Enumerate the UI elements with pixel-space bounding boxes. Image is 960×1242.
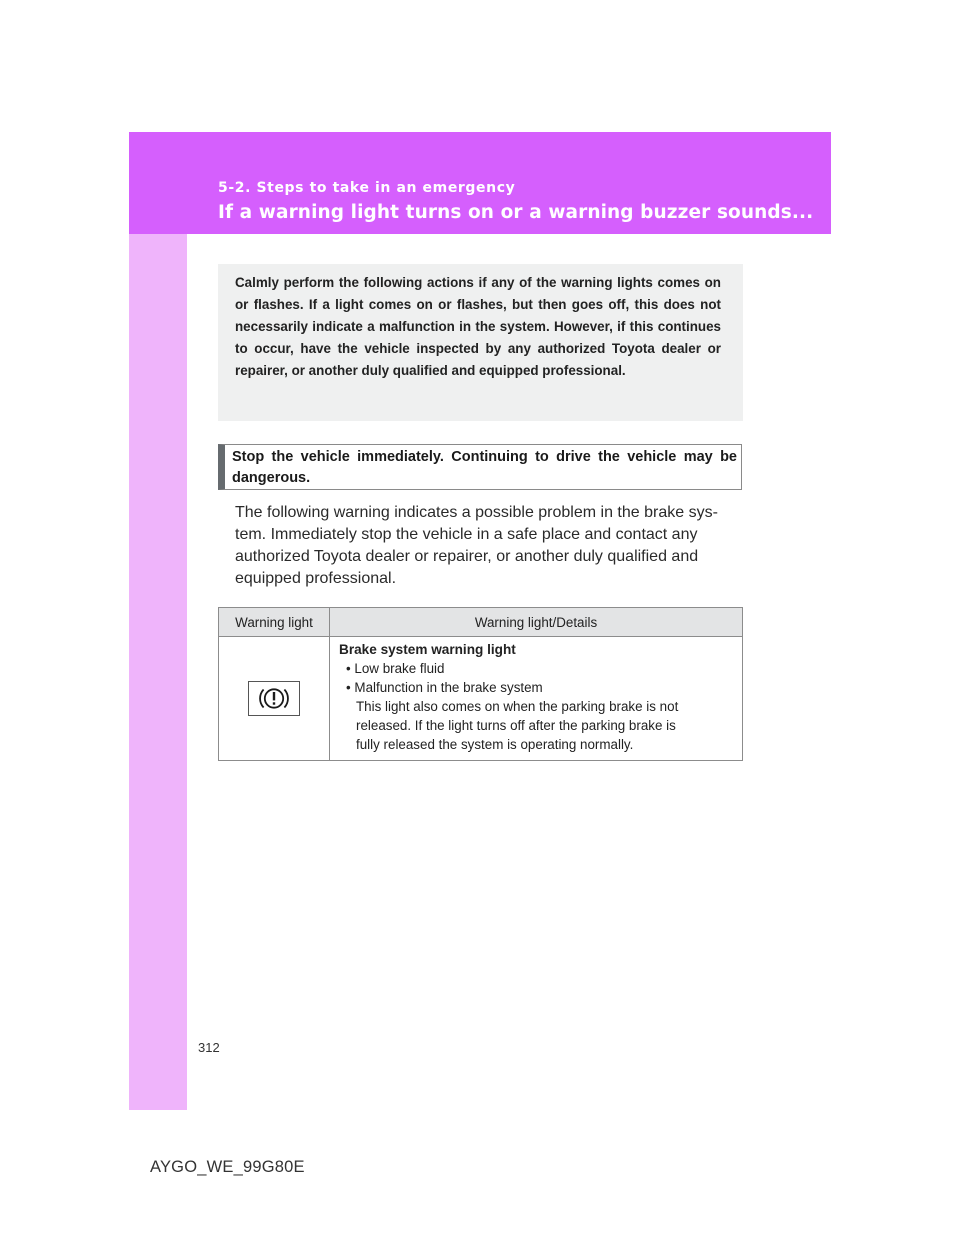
detail-note: released. If the light turns off after the parking brake is <box>356 718 676 733</box>
detail-title: Brake system warning light <box>339 642 516 657</box>
table-row <box>219 637 743 761</box>
detail-note: fully released the system is operating normally. <box>356 737 634 752</box>
section-label: 5-2. Steps to take in an emergency <box>218 180 516 196</box>
header-band <box>129 132 831 234</box>
detail-bullet: • Malfunction in the brake system <box>346 680 543 695</box>
alert-text: Stop the vehicle immediately. Continuing to drive the vehicle may be dangerous. <box>232 449 737 486</box>
body-text <box>235 502 738 590</box>
details-cell <box>330 637 743 761</box>
intro-text: Calmly perform the following actions if any of the warning lights comes on or flashes. If a light comes on or flashes, but then goes off, this does not necessarily indicate a malfunction in the system. However, if this continues to occur, have the vehicle inspected by any authorized Toyota dealer or repairer, or another duly qualified and equipped professional. <box>235 275 721 378</box>
body-line: tem. Immediately stop the vehicle in a safe place and contact any <box>235 526 698 543</box>
warning-table <box>218 607 743 761</box>
intro-box <box>218 264 743 421</box>
icon-cell <box>219 637 330 761</box>
table-header-row <box>219 608 743 637</box>
manual-code: AYGO_WE_99G80E <box>150 1158 305 1176</box>
detail-bullet: • Low brake fluid <box>346 661 445 676</box>
page-number: 312 <box>198 1040 220 1055</box>
body-line: equipped professional. <box>235 570 397 587</box>
brake-warning-icon <box>248 681 300 716</box>
body-line: authorized Toyota dealer or repairer, or another duly qualified and <box>235 548 699 565</box>
detail-note: This light also comes on when the parking brake is not <box>356 699 679 714</box>
header-warning-details: Warning light/Details <box>330 608 743 637</box>
body-line: The following warning indicates a possible problem in the brake sys- <box>235 504 718 521</box>
alert-box <box>218 444 742 490</box>
side-strip <box>129 132 187 1110</box>
page-title: If a warning light turns on or a warning buzzer sounds... <box>218 202 814 223</box>
header-warning-light: Warning light <box>219 608 330 637</box>
